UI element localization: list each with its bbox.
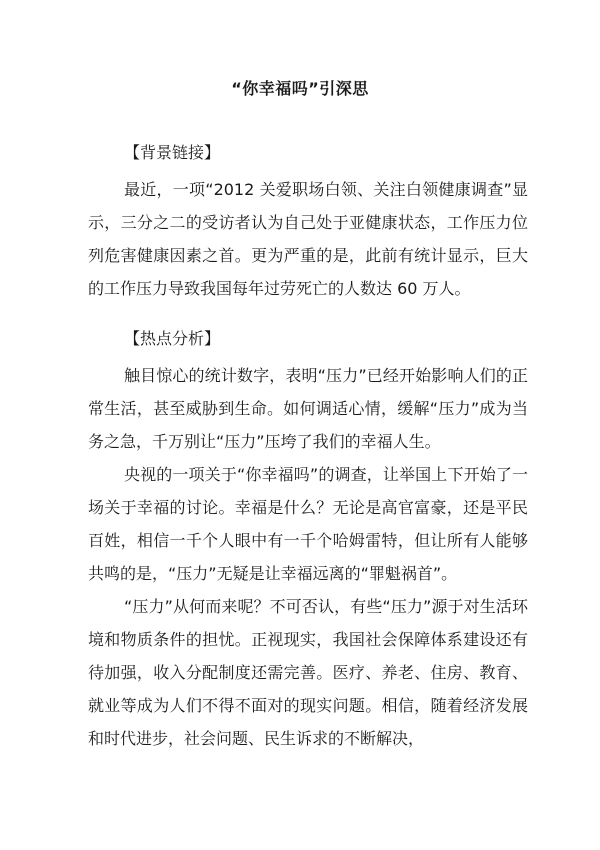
analysis-heading: 【热点分析】 bbox=[124, 329, 221, 348]
analysis-paragraph-1: 触目惊心的统计数字，表明“压力”已经开始影响人们的正常生活，甚至威胁到生命。如何调适心情，缓解“压力”成为当务之急，千万别让“压力”压垮了我们的幸福人生。 bbox=[88, 366, 528, 451]
document-title: “你幸福吗”引深思 bbox=[231, 79, 369, 98]
analysis-paragraph-2: 央视的一项关于“你幸福吗”的调查，让举国上下开始了一场关于幸福的讨论。幸福是什么？无论是高官富豪，还是平民百姓，相信一千个人眼中有一千个哈姆雷特，但让所有人能够共鸣的是，“压力”无疑是让幸福远离的“罪魁祸首”。 bbox=[88, 465, 528, 583]
background-paragraph: 最近，一项“2012 关爱职场白领、关注白领健康调查”显示，三分之二的受访者认为自己处于亚健康状态，工作压力位列危害健康因素之首。更为严重的是，此前有统计显示，巨大的工作压力导致我国每年过劳死亡的人数达 60 万人。 bbox=[88, 180, 528, 298]
background-section bbox=[88, 142, 528, 305]
background-heading: 【背景链接】 bbox=[124, 143, 221, 162]
analysis-section bbox=[88, 328, 528, 755]
analysis-paragraph-3: “压力”从何而来呢？不可否认，有些“压力”源于对生活环境和物质条件的担忧。正视现实，我国社会保障体系建设还有待加强，收入分配制度还需完善。医疗、养老、住房、教育、就业等成为人们不得不面对的现实问题。相信，随着经济发展和时代进步，社会问题、民生诉求的不断解决， bbox=[88, 597, 528, 748]
